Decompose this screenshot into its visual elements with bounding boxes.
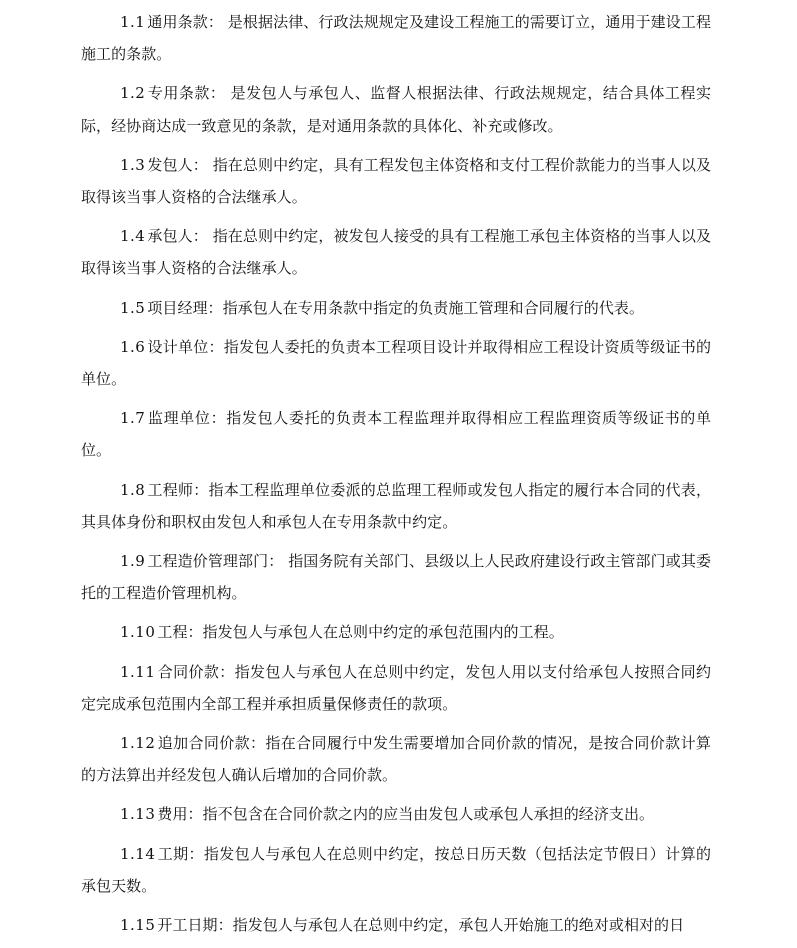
clause-1-5 bbox=[81, 292, 711, 324]
document-page bbox=[81, 6, 711, 948]
clause-text: 专用条款： 是发包人与承包人、监督人根据法律、行政法规规定，结合具体工程实际，经协商达成一致意见的条款，是对通用条款的具体化、补充或修改。 bbox=[81, 84, 711, 135]
clause-1-3 bbox=[81, 149, 711, 213]
clause-1-12 bbox=[81, 727, 711, 791]
clause-1-10 bbox=[81, 616, 711, 648]
clause-text: 费用：指不包含在合同价款之内的应当由发包人或承包人承担的经济支出。 bbox=[157, 805, 655, 824]
clause-number: 1.15 bbox=[120, 916, 156, 935]
clause-number: 1.14 bbox=[120, 844, 156, 863]
clause-number: 1.13 bbox=[120, 805, 156, 824]
clause-number: 1.11 bbox=[120, 662, 156, 681]
clause-1-4 bbox=[81, 220, 711, 284]
clause-number: 1.6 bbox=[120, 337, 146, 356]
clause-text: 工期：指发包人与承包人在总则中约定，按总日历天数（包括法定节假日）计算的承包天数。 bbox=[81, 844, 711, 895]
clause-number: 1.3 bbox=[120, 155, 146, 174]
clause-text: 承包人： 指在总则中约定，被发包人接受的具有工程施工承包主体资格的当事人以及取得该当事人资格的合法继承人。 bbox=[81, 227, 711, 278]
clause-1-11 bbox=[81, 656, 711, 720]
clause-number: 1.5 bbox=[120, 298, 146, 317]
clause-1-15 bbox=[81, 909, 711, 941]
clause-number: 1.1 bbox=[120, 13, 146, 31]
clause-text: 追加合同价款：指在合同履行中发生需要增加合同价款的情况，是按合同价款计算的方法算出并经发包人确认后增加的合同价款。 bbox=[81, 734, 711, 785]
clause-number: 1.9 bbox=[120, 552, 146, 571]
clause-number: 1.2 bbox=[120, 84, 146, 103]
clause-text: 项目经理：指承包人在专用条款中指定的负责施工管理和合同履行的代表。 bbox=[147, 298, 645, 317]
clause-text: 发包人： 指在总则中约定，具有工程发包主体资格和支付工程价款能力的当事人以及取得该当事人资格的合法继承人。 bbox=[81, 155, 711, 207]
clause-1-13 bbox=[81, 798, 711, 830]
clause-text: 合同价款：指发包人与承包人在总则中约定，发包人用以支付给承包人按照合同约定完成承包范围内全部工程并承担质量保修责任的款项。 bbox=[81, 662, 711, 713]
clause-1-6 bbox=[81, 331, 711, 395]
clause-text: 工程：指发包人与承包人在总则中约定的承包范围内的工程。 bbox=[157, 623, 564, 642]
clause-text: 监理单位：指发包人委托的负责本工程监理并取得相应工程监理资质等级证书的单位。 bbox=[81, 409, 711, 460]
clause-text: 工程造价管理部门： 指国务院有关部门、县级以上人民政府建设行政主管部门或其委托的工程造价管理机构。 bbox=[81, 552, 711, 603]
clause-text: 通用条款： 是根据法律、行政法规规定及建设工程施工的需要订立，通用于建设工程施工的条款。 bbox=[81, 13, 711, 64]
clause-number: 1.4 bbox=[120, 227, 146, 246]
clause-1-9 bbox=[81, 545, 711, 609]
clause-number: 1.12 bbox=[120, 734, 156, 753]
clause-number: 1.7 bbox=[120, 409, 146, 428]
clause-1-7 bbox=[81, 402, 711, 466]
clause-number: 1.10 bbox=[120, 623, 156, 642]
clause-1-1 bbox=[81, 6, 711, 70]
clause-1-8 bbox=[81, 474, 711, 538]
clause-1-2 bbox=[81, 77, 711, 141]
clause-text: 设计单位：指发包人委托的负责本工程项目设计并取得相应工程设计资质等级证书的单位。 bbox=[81, 337, 711, 389]
clause-number: 1.8 bbox=[120, 480, 146, 499]
clause-text: 开工日期：指发包人与承包人在总则中约定，承包人开始施工的绝对或相对的日 bbox=[157, 916, 685, 935]
clause-text: 工程师：指本工程监理单位委派的总监理工程师或发包人指定的履行本合同的代表，其具体身份和职权由发包人和承包人在专用条款中约定。 bbox=[81, 480, 711, 531]
